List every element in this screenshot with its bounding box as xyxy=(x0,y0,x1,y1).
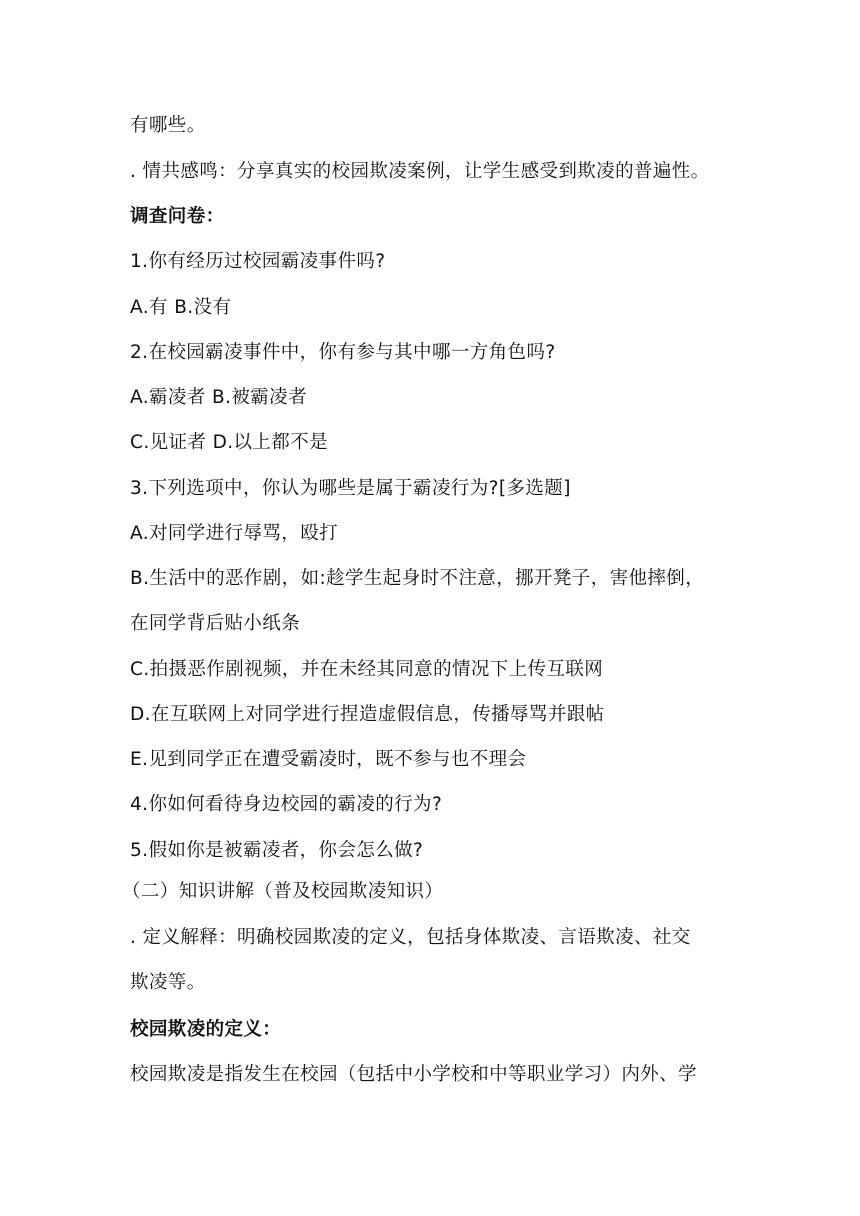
question-2-options-cd: C.见证者 D.以上都不是 xyxy=(130,432,329,453)
question-3: 3.下列选项中，你认为哪些是属于霸凌行为?[多选题] xyxy=(130,478,571,499)
section-heading-knowledge: （二）知识讲解（普及校园欺凌知识） xyxy=(122,881,444,902)
question-1: 1.你有经历过校园霸凌事件吗? xyxy=(130,251,386,272)
question-2: 2.在校园霸凌事件中，你有参与其中哪一方角色吗? xyxy=(130,342,556,363)
text-line-definition-cont: 欺凌等。 xyxy=(130,972,206,993)
text-line-definition: . 定义解释：明确校园欺凌的定义，包括身体欺凌、言语欺凌、社交 xyxy=(130,927,691,948)
text-line-continuation: 有哪些。 xyxy=(130,115,206,136)
question-3-option-c: C.拍摄恶作剧视频，并在未经其同意的情况下上传互联网 xyxy=(130,659,604,680)
question-3-option-b-cont: 在同学背后贴小纸条 xyxy=(130,613,301,634)
text-line-definition-body: 校园欺凌是指发生在校园（包括中小学校和中等职业学习）内外、学 xyxy=(130,1064,698,1085)
question-2-options-ab: A.霸凌者 B.被霸凌者 xyxy=(130,387,307,408)
question-1-options: A.有 B.没有 xyxy=(130,297,232,318)
question-4: 4.你如何看待身边校园的霸凌的行为? xyxy=(130,794,443,815)
question-3-option-a: A.对同学进行辱骂，殴打 xyxy=(130,523,339,544)
text-line-empathy: . 情共感鸣：分享真实的校园欺凌案例，让学生感受到欺凌的普遍性。 xyxy=(130,161,710,182)
question-3-option-d: D.在互联网上对同学进行捏造虚假信息，传播辱骂并跟帖 xyxy=(130,704,605,725)
question-5: 5.假如你是被霸凌者，你会怎么做? xyxy=(130,840,424,861)
heading-definition: 校园欺凌的定义： xyxy=(130,1019,282,1040)
question-3-option-e: E.见到同学正在遭受霸凌时，既不参与也不理会 xyxy=(130,749,527,770)
question-3-option-b: B.生活中的恶作剧，如:趁学生起身时不注意，挪开凳子，害他摔倒， xyxy=(130,568,705,589)
heading-survey: 调查问卷： xyxy=(130,206,225,227)
